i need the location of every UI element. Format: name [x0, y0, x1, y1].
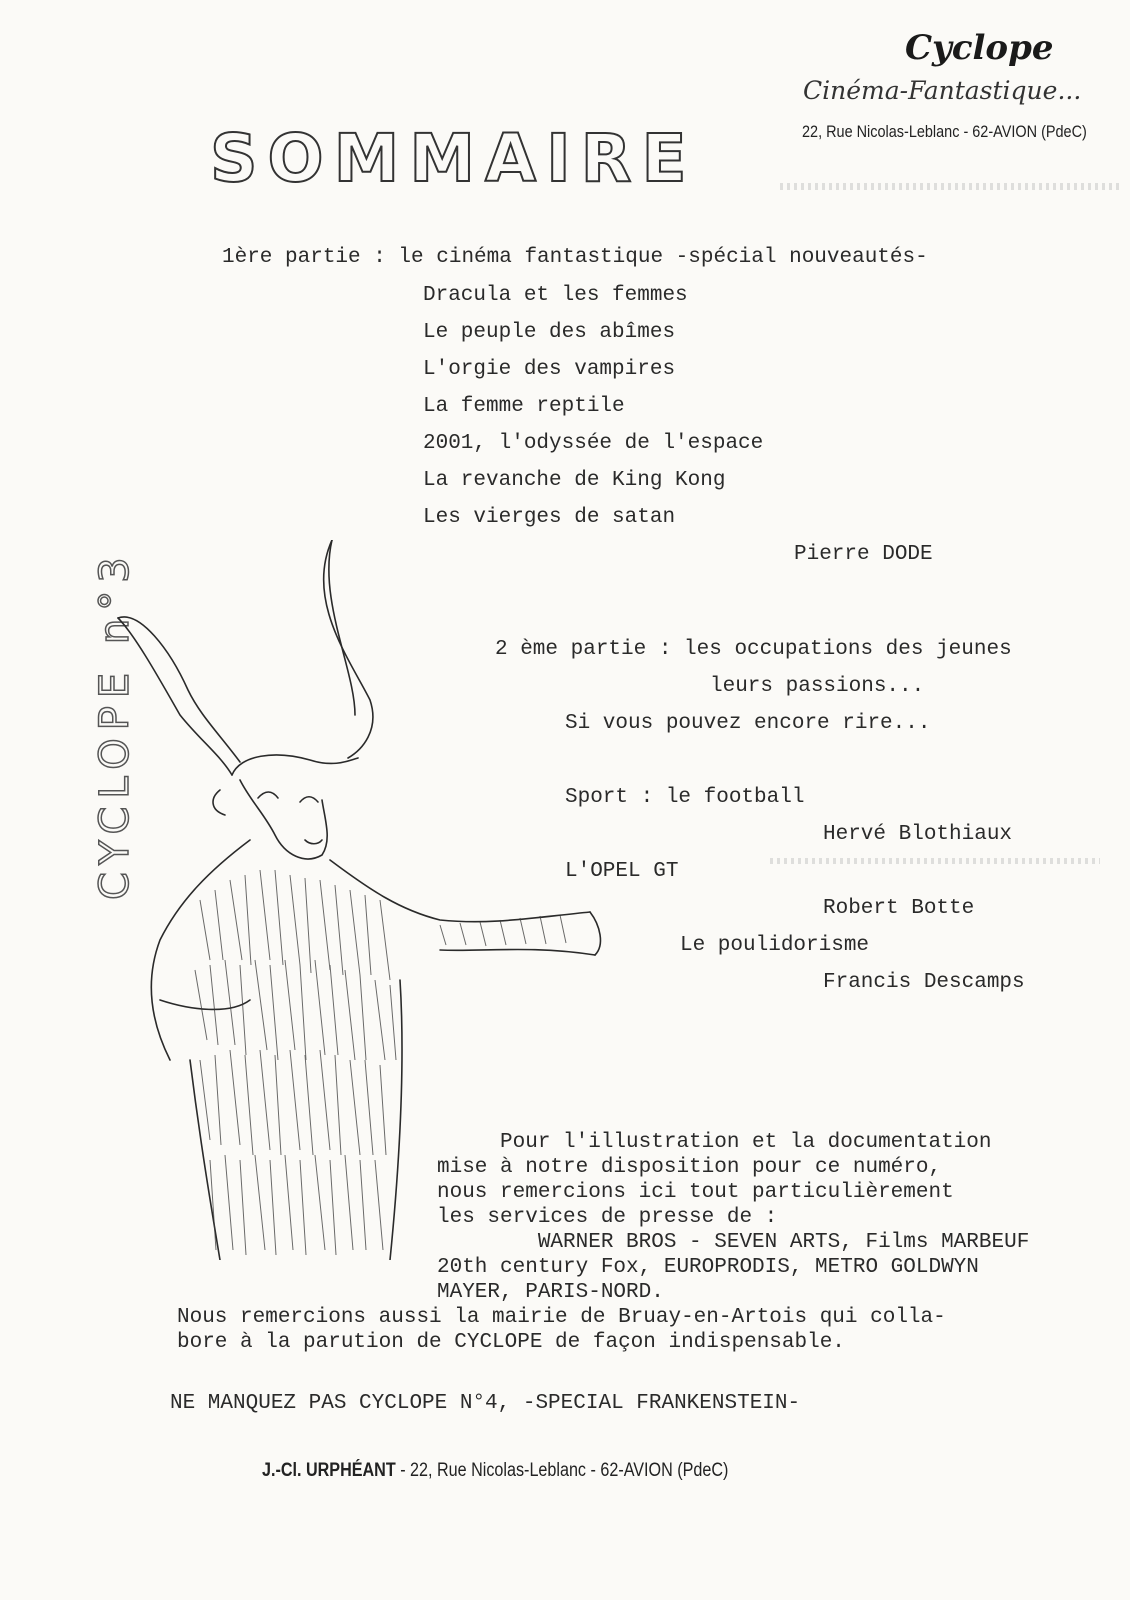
part1-item: Dracula et les femmes: [423, 284, 688, 307]
page-title: SOMMAIRE: [210, 120, 697, 197]
part1-item: La revanche de King Kong: [423, 469, 726, 492]
thanks-line: MAYER, PARIS-NORD.: [437, 1281, 664, 1304]
part2-heading-cont: leurs passions...: [710, 675, 925, 698]
part2-opel-author: Robert Botte: [823, 897, 975, 920]
part1-item: Les vierges de satan: [423, 506, 676, 529]
thanks-line: 20th century Fox, EUROPRODIS, METRO GOLDWYN: [437, 1256, 979, 1279]
thanks-line: mise à notre disposition pour ce numéro,: [437, 1156, 942, 1179]
mairie-paragraph: [177, 1305, 946, 1355]
smudge-mark: [780, 183, 1120, 190]
part1-author: Pierre DODE: [794, 543, 933, 566]
part2-sport-author: Hervé Blothiaux: [823, 823, 1013, 846]
part2-poulidor-author: Francis Descamps: [823, 971, 1025, 994]
mairie-line: Nous remercions aussi la mairie de Bruay-en-Artois qui colla-: [177, 1306, 946, 1329]
part1-item: La femme reptile: [423, 395, 625, 418]
part2-opel: L'OPEL GT: [565, 860, 679, 883]
brand-title: Cyclope: [905, 28, 1054, 68]
part1-item: Le peuple des abîmes: [423, 321, 676, 344]
brand-subtitle: Cinéma-Fantastique...: [803, 76, 1082, 105]
thanks-line: les services de presse de :: [437, 1206, 778, 1229]
footer-name: J.-Cl. URPHÉANT: [262, 1460, 396, 1481]
announcement: NE MANQUEZ PAS CYCLOPE N°4, -SPECIAL FRANKENSTEIN-: [170, 1392, 801, 1415]
mairie-line: bore à la parution de CYCLOPE de façon indispensable.: [177, 1331, 845, 1354]
side-label: CYCLOPE n°3: [92, 549, 138, 900]
thanks-line: nous remercions ici tout particulièrement: [437, 1181, 954, 1204]
thanks-line: WARNER BROS - SEVEN ARTS, Films MARBEUF: [437, 1231, 1030, 1254]
part2-heading: 2 ème partie : les occupations des jeunes: [495, 638, 1012, 661]
smudge-mark: [770, 858, 1100, 864]
part1-item: 2001, l'odyssée de l'espace: [423, 432, 764, 455]
thanks-line: Pour l'illustration et la documentation: [437, 1131, 992, 1154]
part2-laugh: Si vous pouvez encore rire...: [565, 712, 931, 735]
thanks-paragraph: [437, 1130, 1029, 1305]
part1-item: L'orgie des vampires: [423, 358, 676, 381]
part1-heading: 1ère partie : le cinéma fantastique -spécial nouveautés-: [222, 246, 928, 269]
footer-address: - 22, Rue Nicolas-Leblanc - 62-AVION (PdeC): [400, 1460, 729, 1481]
header-address: 22, Rue Nicolas-Leblanc - 62-AVION (PdeC): [802, 122, 1087, 141]
part2-sport: Sport : le football: [565, 786, 805, 809]
part2-poulidor: Le poulidorisme: [680, 934, 870, 957]
footer-line: [262, 1460, 728, 1482]
